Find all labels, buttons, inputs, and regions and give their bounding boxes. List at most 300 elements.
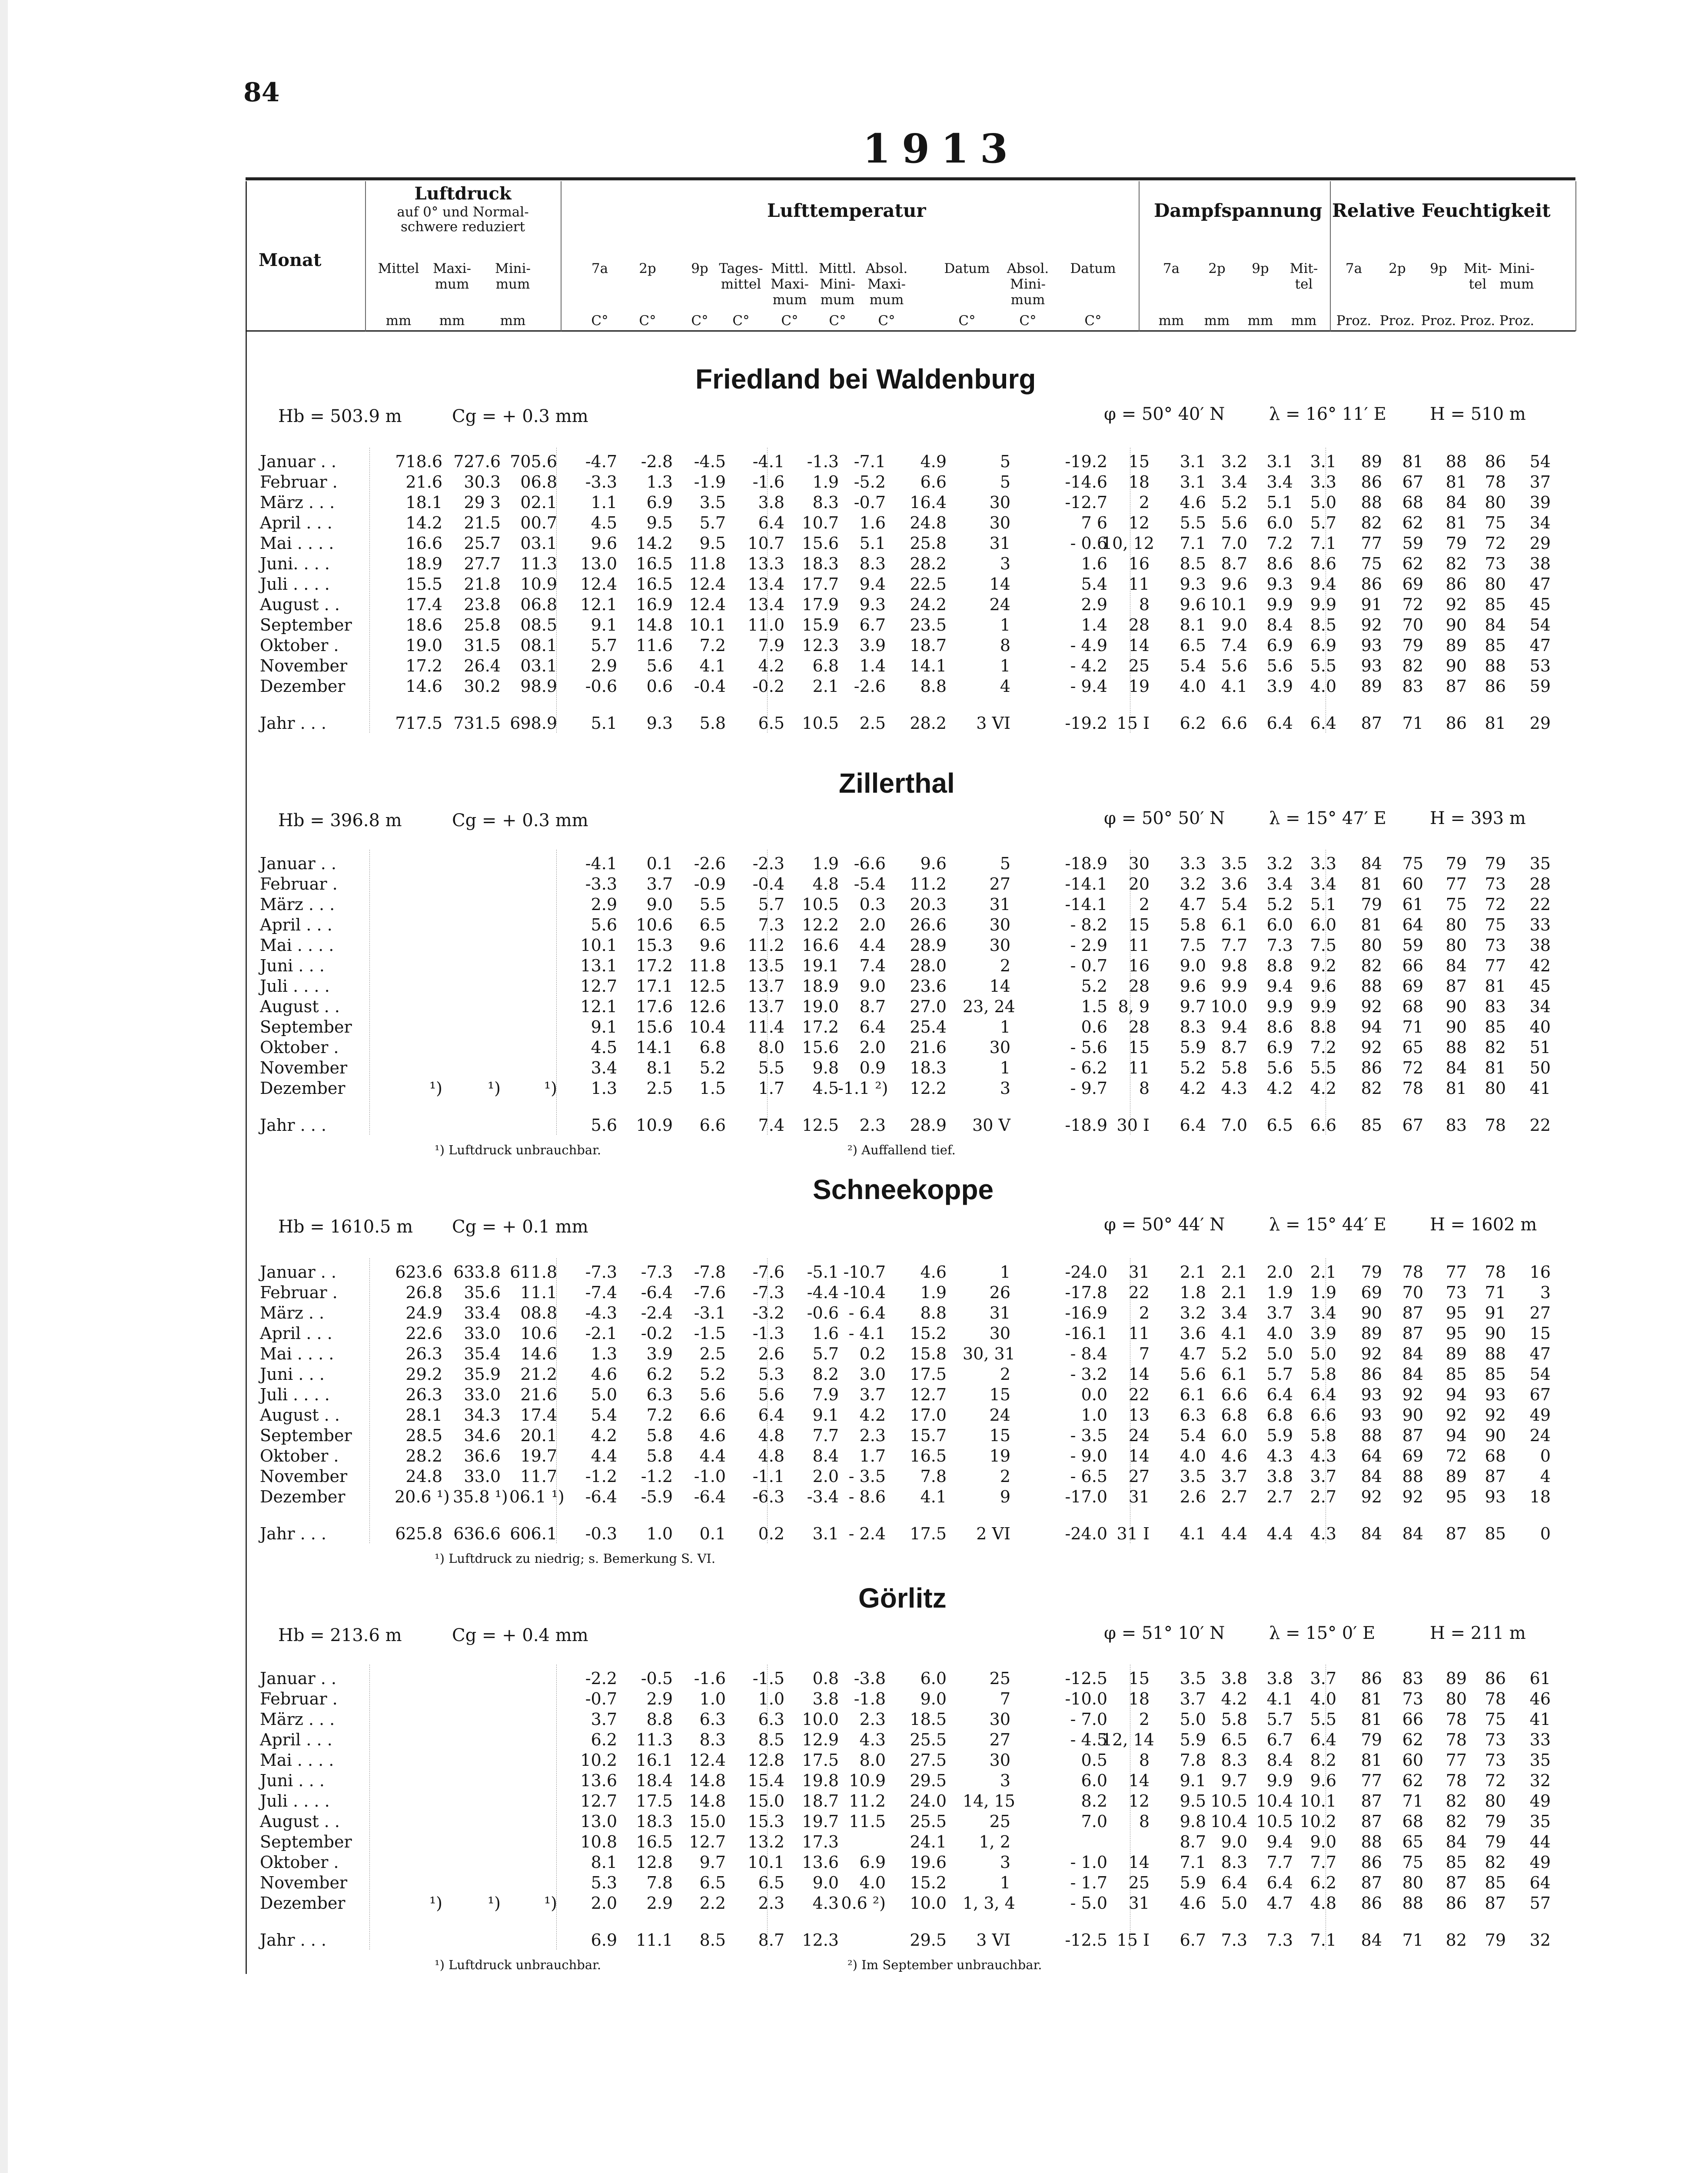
table-cell: 10.7 xyxy=(748,534,784,553)
month-label: Juni . . . xyxy=(260,1365,325,1384)
table-cell: -4.1 xyxy=(585,854,617,873)
table-cell: -10.4 xyxy=(843,1283,886,1302)
header-unit: Proz. xyxy=(1379,313,1415,329)
table-cell: 3 xyxy=(1000,1771,1010,1790)
table-cell: 3.1 xyxy=(1180,452,1206,471)
table-cell: 17.2 xyxy=(405,656,442,675)
station-cg: Cg = + 0.3 mm xyxy=(452,811,588,831)
table-cell: 3.1 xyxy=(812,1524,839,1543)
table-cell: 23, 24 xyxy=(963,997,1015,1016)
table-cell: 87 xyxy=(1485,1894,1506,1913)
header-col-luftdruck: Mittel xyxy=(378,261,419,276)
table-cell: 86 xyxy=(1361,1894,1382,1913)
table-cell: 17.6 xyxy=(636,997,673,1016)
table-cell: 33.0 xyxy=(464,1324,501,1343)
table-cell: 13.3 xyxy=(748,554,784,573)
table-cell: 13.1 xyxy=(580,956,617,975)
table-cell: 8.1 xyxy=(591,1853,617,1872)
table-cell: 15.0 xyxy=(689,1812,726,1831)
table-cell: 92 xyxy=(1445,1405,1467,1425)
station-hb: Hb = 1610.5 m xyxy=(278,1217,413,1237)
table-cell: 41 xyxy=(1529,1079,1551,1098)
table-cell: -0.6 xyxy=(807,1303,839,1322)
table-cell: 9.3 xyxy=(859,595,886,614)
table-cell: 73 xyxy=(1485,1751,1506,1770)
table-cell: 1.1 xyxy=(591,493,617,512)
table-cell: 8.6 xyxy=(1310,554,1336,573)
table-cell: 10.9 xyxy=(849,1771,886,1790)
table-cell: - 6.2 xyxy=(1070,1058,1107,1077)
table-cell: 06.8 xyxy=(520,595,557,614)
table-cell: 8.1 xyxy=(646,1058,673,1077)
table-cell: 39 xyxy=(1529,493,1551,512)
table-cell: 80 xyxy=(1445,1689,1467,1708)
table-cell: 10, 12 xyxy=(1102,534,1154,553)
table-cell: 10.5 xyxy=(1210,1791,1247,1811)
table-cell: 24.9 xyxy=(405,1303,442,1322)
table-cell: 8 xyxy=(1139,1812,1150,1831)
table-cell: 4.6 xyxy=(1221,1446,1247,1465)
table-cell: 4.7 xyxy=(1266,1894,1293,1913)
table-cell: 15 I xyxy=(1117,1930,1150,1950)
table-cell: 6.7 xyxy=(1180,1930,1206,1950)
table-cell: 67 xyxy=(1529,1385,1551,1404)
table-cell: 78 xyxy=(1485,1263,1506,1282)
table-cell: - 2.9 xyxy=(1070,936,1107,955)
table-cell: 90 xyxy=(1445,615,1467,635)
table-cell: 698.9 xyxy=(510,714,557,733)
table-cell: 10.4 xyxy=(1210,1812,1247,1831)
table-cell: 9.7 xyxy=(1180,997,1206,1016)
table-cell: 21.6 xyxy=(520,1385,557,1404)
table-cell: 80 xyxy=(1485,1079,1506,1098)
header-col-lufttemperatur: Mittl. Maxi- mum xyxy=(770,261,809,308)
table-cell: 3.3 xyxy=(1310,472,1336,492)
table-cell: 27 xyxy=(1529,1303,1551,1322)
table-cell: 78 xyxy=(1445,1730,1467,1749)
table-cell: 11.1 xyxy=(636,1930,673,1950)
table-cell: 5.2 xyxy=(1221,493,1247,512)
table-cell: 31 xyxy=(989,895,1010,914)
table-cell: 19.0 xyxy=(802,997,839,1016)
table-cell: 1.6 xyxy=(1081,554,1107,573)
table-cell: 5.1 xyxy=(859,534,886,553)
table-cell: 62 xyxy=(1402,1771,1423,1790)
table-cell: 8.8 xyxy=(1310,1017,1336,1037)
month-label: Juni. . . . xyxy=(260,554,330,573)
header-col-lufttemperatur: Datum xyxy=(944,261,990,276)
month-label: Januar . . xyxy=(260,1669,336,1688)
table-cell: 29.2 xyxy=(405,1365,442,1384)
table-cell: 15 xyxy=(989,1385,1010,1404)
table-cell: 12.6 xyxy=(689,997,726,1016)
table-cell: 88 xyxy=(1445,1038,1467,1057)
table-cell: 87 xyxy=(1361,714,1382,733)
table-cell: -1.1 ²) xyxy=(838,1079,888,1098)
table-cell: 6.6 xyxy=(1310,1116,1336,1135)
table-cell: 35.8 ¹) xyxy=(453,1487,508,1506)
table-cell: 61 xyxy=(1402,895,1423,914)
table-cell: 17.7 xyxy=(802,575,839,594)
month-label: November xyxy=(260,1058,348,1077)
table-cell: 28 xyxy=(1128,977,1150,996)
table-cell: 2 xyxy=(1139,1710,1150,1729)
table-cell: 10.9 xyxy=(520,575,557,594)
table-cell: 06.8 xyxy=(520,472,557,492)
table-cell: 71 xyxy=(1402,1930,1423,1950)
table-cell: -7.6 xyxy=(752,1263,784,1282)
table-cell: 5.9 xyxy=(1180,1730,1206,1749)
table-cell: 5 xyxy=(1000,452,1010,471)
table-cell: 90 xyxy=(1361,1303,1382,1322)
table-cell: ¹) xyxy=(487,1079,501,1098)
table-cell: 90 xyxy=(1402,1405,1423,1425)
table-cell: 75 xyxy=(1402,1853,1423,1872)
header-unit: Proz. xyxy=(1499,313,1535,329)
table-cell: 9.2 xyxy=(1310,956,1336,975)
table-cell: 5.2 xyxy=(1221,1344,1247,1363)
page-number: 84 xyxy=(243,77,280,108)
table-cell: 7.4 xyxy=(758,1116,784,1135)
table-cell: 79 xyxy=(1485,854,1506,873)
table-cell: 5.1 xyxy=(591,714,617,733)
table-cell: 1.3 xyxy=(591,1079,617,1098)
table-cell: 10.5 xyxy=(802,714,839,733)
table-cell: 92 xyxy=(1361,997,1382,1016)
table-cell: 9.9 xyxy=(1221,977,1247,996)
table-cell: -6.4 xyxy=(641,1283,673,1302)
table-cell: 23.8 xyxy=(464,595,501,614)
table-cell: 5.9 xyxy=(1266,1426,1293,1445)
table-cell: 28.1 xyxy=(405,1405,442,1425)
table-cell: 9.4 xyxy=(1266,1832,1293,1851)
station-name: Görlitz xyxy=(858,1582,947,1614)
table-cell: 92 xyxy=(1361,1344,1382,1363)
header-monat: Monat xyxy=(259,250,322,270)
table-cell: 9.5 xyxy=(646,513,673,532)
table-cell: 5.6 xyxy=(1180,1365,1206,1384)
table-cell: 2 VI xyxy=(976,1524,1010,1543)
table-cell: 14 xyxy=(1128,636,1150,655)
table-cell: -19.2 xyxy=(1065,452,1107,471)
table-cell: 28.2 xyxy=(910,714,947,733)
table-cell: 8 xyxy=(1139,1079,1150,1098)
table-cell: 16.5 xyxy=(910,1446,947,1465)
table-cell: 64 xyxy=(1402,915,1423,934)
table-cell: 18.5 xyxy=(910,1710,947,1729)
table-cell: 67 xyxy=(1402,472,1423,492)
table-cell: 5 xyxy=(1000,854,1010,873)
table-cell: 29 xyxy=(1529,534,1551,553)
table-cell: 98.9 xyxy=(520,677,557,696)
table-cell: 00.7 xyxy=(520,513,557,532)
table-cell: 19.0 xyxy=(405,636,442,655)
table-cell: -3.4 xyxy=(807,1487,839,1506)
table-cell: 4.8 xyxy=(1310,1894,1336,1913)
table-cell: 12.4 xyxy=(689,575,726,594)
table-cell: 7.5 xyxy=(1180,936,1206,955)
table-cell: 79 xyxy=(1485,1832,1506,1851)
table-cell: 12 xyxy=(1128,1791,1150,1811)
table-cell: 7.8 xyxy=(1180,1751,1206,1770)
table-cell: 86 xyxy=(1361,575,1382,594)
table-cell: 62 xyxy=(1402,513,1423,532)
table-cell: - 0.6 xyxy=(1070,534,1107,553)
year-title: 1913 xyxy=(863,125,1020,172)
table-cell: 9.1 xyxy=(812,1405,839,1425)
table-cell: 5.6 xyxy=(699,1385,726,1404)
table-cell: 87 xyxy=(1445,677,1467,696)
table-cell: 3.8 xyxy=(1266,1669,1293,1688)
table-cell: -1.3 xyxy=(807,452,839,471)
table-cell: 93 xyxy=(1361,656,1382,675)
table-cell: ¹) xyxy=(429,1079,442,1098)
table-cell: 6.4 xyxy=(758,513,784,532)
table-cell: 7.9 xyxy=(758,636,784,655)
header-lufttemperatur: Lufttemperatur xyxy=(767,200,926,221)
header-col-dampfspannung: 9p xyxy=(1252,261,1269,276)
station-lon: λ = 15° 0′ E xyxy=(1269,1623,1376,1643)
table-cell: 5.7 xyxy=(1266,1365,1293,1384)
table-cell: 12.8 xyxy=(636,1853,673,1872)
table-cell: 6.0 xyxy=(1081,1771,1107,1790)
table-cell: 12.4 xyxy=(689,595,726,614)
month-label: Juli . . . . xyxy=(260,575,330,594)
header-unit: C° xyxy=(691,313,708,329)
table-cell: 28.0 xyxy=(910,956,947,975)
table-cell: 87 xyxy=(1402,1426,1423,1445)
table-cell: 3.1 xyxy=(1180,472,1206,492)
table-cell: -0.6 xyxy=(585,677,617,696)
table-cell: 29 3 xyxy=(464,493,501,512)
table-cell: 18.7 xyxy=(910,636,947,655)
month-label: Oktober . xyxy=(260,636,339,655)
table-cell: -2.4 xyxy=(641,1303,673,1322)
table-cell: 7.2 xyxy=(646,1405,673,1425)
header-bottom-rule xyxy=(246,330,1575,332)
table-cell: 4.4 xyxy=(1266,1524,1293,1543)
table-cell: 72 xyxy=(1402,1058,1423,1077)
table-cell: 88 xyxy=(1402,1467,1423,1486)
table-cell: 17.2 xyxy=(636,956,673,975)
table-cell: 6.8 xyxy=(699,1038,726,1057)
table-cell: 4.5 xyxy=(812,1079,839,1098)
table-cell: 6.5 xyxy=(758,714,784,733)
table-cell: 10.7 xyxy=(802,513,839,532)
column-rule xyxy=(369,1258,370,1543)
table-cell: 82 xyxy=(1445,554,1467,573)
month-label: März . . xyxy=(260,1303,325,1322)
table-cell: 3.7 xyxy=(1310,1669,1336,1688)
table-cell: 4.4 xyxy=(859,936,886,955)
table-cell: 81 xyxy=(1402,452,1423,471)
table-cell: 6.2 xyxy=(646,1365,673,1384)
table-cell: 1.4 xyxy=(1081,615,1107,635)
column-rule xyxy=(556,1665,557,1950)
table-cell: 6.6 xyxy=(1310,1405,1336,1425)
header-col-lufttemperatur: 9p xyxy=(691,261,708,276)
table-cell: 2.0 xyxy=(859,915,886,934)
table-cell: 17.5 xyxy=(636,1791,673,1811)
station-height: H = 393 m xyxy=(1430,808,1526,828)
table-cell: 0.6 xyxy=(1081,1017,1107,1037)
table-cell: 10.1 xyxy=(748,1853,784,1872)
table-cell: 15.4 xyxy=(748,1771,784,1790)
table-cell: 92 xyxy=(1402,1487,1423,1506)
table-cell: 8.3 xyxy=(859,554,886,573)
table-cell: 18.6 xyxy=(405,615,442,635)
table-cell: -6.4 xyxy=(585,1487,617,1506)
table-cell: - 4.9 xyxy=(1070,636,1107,655)
table-cell: 1.9 xyxy=(812,472,839,492)
table-cell: 78 xyxy=(1485,1116,1506,1135)
table-cell: 22 xyxy=(1128,1283,1150,1302)
header-col-feuchtigkeit: Mit- tel xyxy=(1463,261,1492,292)
table-cell: 5.5 xyxy=(1310,1710,1336,1729)
table-cell: 12.2 xyxy=(802,915,839,934)
table-cell: 4.1 xyxy=(1221,677,1247,696)
table-cell: 6.4 xyxy=(1266,714,1293,733)
table-cell: 75 xyxy=(1361,554,1382,573)
table-cell: 7.0 xyxy=(1221,1116,1247,1135)
table-cell: 0 xyxy=(1540,1446,1551,1465)
table-cell: 45 xyxy=(1529,977,1551,996)
table-cell: 28 xyxy=(1128,615,1150,635)
table-cell: 6.5 xyxy=(1180,636,1206,655)
table-cell: 3.4 xyxy=(1266,472,1293,492)
table-cell: 0.6 ²) xyxy=(841,1894,886,1913)
table-cell: 5.6 xyxy=(646,656,673,675)
table-cell: 17.5 xyxy=(802,1751,839,1770)
table-cell: 33.0 xyxy=(464,1385,501,1404)
table-cell: -1.6 xyxy=(752,472,784,492)
table-cell: 2.3 xyxy=(758,1894,784,1913)
table-cell: 8.7 xyxy=(1180,1832,1206,1851)
table-cell: 9.9 xyxy=(1266,1771,1293,1790)
table-cell: 86 xyxy=(1361,1058,1382,1077)
month-label: November xyxy=(260,1873,348,1892)
table-cell: 16.5 xyxy=(636,554,673,573)
table-cell: - 9.0 xyxy=(1070,1446,1107,1465)
table-cell: 27 xyxy=(1128,1467,1150,1486)
table-cell: 5.6 xyxy=(758,1385,784,1404)
table-cell: 4.1 xyxy=(1180,1524,1206,1543)
table-cell: 9.8 xyxy=(1180,1812,1206,1831)
table-cell: 34.6 xyxy=(464,1426,501,1445)
table-cell: 93 xyxy=(1361,1385,1382,1404)
table-cell: 88 xyxy=(1485,656,1506,675)
station-hb: Hb = 396.8 m xyxy=(278,811,402,831)
table-cell: 11.2 xyxy=(910,874,947,894)
table-cell: 15 xyxy=(1128,1038,1150,1057)
station-name: Friedland bei Waldenburg xyxy=(695,363,1036,395)
table-cell: 49 xyxy=(1529,1853,1551,1872)
table-cell: 4.2 xyxy=(591,1426,617,1445)
table-cell: 1.0 xyxy=(758,1689,784,1708)
table-cell: 82 xyxy=(1445,1791,1467,1811)
table-cell: 1.5 xyxy=(699,1079,726,1098)
table-cell: 87 xyxy=(1485,1467,1506,1486)
table-cell: 4.8 xyxy=(758,1446,784,1465)
table-cell: 8.6 xyxy=(1266,1017,1293,1037)
month-label: Juni . . . xyxy=(260,1771,325,1790)
table-cell: 11.8 xyxy=(689,554,726,573)
table-cell: 34.3 xyxy=(464,1405,501,1425)
table-cell: 4.9 xyxy=(920,452,947,471)
table-cell: 5.6 xyxy=(591,1116,617,1135)
table-cell: 89 xyxy=(1361,677,1382,696)
table-cell: 4.0 xyxy=(1310,1689,1336,1708)
table-cell: 9.6 xyxy=(699,936,726,955)
table-cell: 16.5 xyxy=(636,575,673,594)
table-cell: 4.3 xyxy=(859,1730,886,1749)
table-cell: 94 xyxy=(1445,1426,1467,1445)
table-cell: 10.1 xyxy=(580,936,617,955)
table-cell: 94 xyxy=(1361,1017,1382,1037)
station-name: Schneekoppe xyxy=(813,1174,994,1205)
table-cell: 77 xyxy=(1445,1751,1467,1770)
table-cell: 2 xyxy=(1139,895,1150,914)
header-col-feuchtigkeit: Mini- mum xyxy=(1499,261,1535,292)
table-cell: 9.0 xyxy=(1221,615,1247,635)
table-cell: 1.7 xyxy=(758,1079,784,1098)
table-cell: 28.2 xyxy=(405,1446,442,1465)
table-cell: 7.4 xyxy=(859,956,886,975)
header-grid-line xyxy=(1330,181,1331,331)
table-cell: 0.1 xyxy=(646,854,673,873)
table-cell: 16.6 xyxy=(802,936,839,955)
table-cell: 8.5 xyxy=(699,1930,726,1950)
table-cell: 9.3 xyxy=(1266,575,1293,594)
table-cell: 1.3 xyxy=(646,472,673,492)
table-cell: 24 xyxy=(989,1405,1010,1425)
table-cell: -16.9 xyxy=(1065,1303,1107,1322)
table-cell: - 4.1 xyxy=(848,1324,886,1343)
table-cell: 85 xyxy=(1485,1365,1506,1384)
table-cell: 4.6 xyxy=(1180,1894,1206,1913)
table-cell: 38 xyxy=(1529,554,1551,573)
table-cell: 11.7 xyxy=(520,1467,557,1486)
table-cell: -7.3 xyxy=(585,1263,617,1282)
table-cell: 87 xyxy=(1445,977,1467,996)
table-cell: 90 xyxy=(1445,1017,1467,1037)
table-cell: 79 xyxy=(1361,1730,1382,1749)
table-cell: 88 xyxy=(1485,1344,1506,1363)
table-cell: 64 xyxy=(1361,1446,1382,1465)
table-cell: 2.9 xyxy=(591,895,617,914)
table-cell: 18.9 xyxy=(405,554,442,573)
table-cell: 40 xyxy=(1529,1017,1551,1037)
table-cell: 35.4 xyxy=(464,1344,501,1363)
month-label: Mai . . . . xyxy=(260,534,334,553)
table-cell: -6.4 xyxy=(694,1487,726,1506)
table-cell: 84 xyxy=(1402,1365,1423,1384)
table-cell: 26.8 xyxy=(405,1283,442,1302)
table-cell: 32 xyxy=(1529,1771,1551,1790)
station-lat: φ = 50° 50′ N xyxy=(1104,808,1225,828)
table-cell: 7.4 xyxy=(1221,636,1247,655)
table-cell: 81 xyxy=(1361,1751,1382,1770)
table-cell: 5.5 xyxy=(1310,656,1336,675)
table-cell: -5.4 xyxy=(854,874,886,894)
table-cell: 8, 9 xyxy=(1118,997,1150,1016)
table-cell: 12.9 xyxy=(802,1730,839,1749)
table-cell: 29.5 xyxy=(910,1930,947,1950)
table-cell: 3.3 xyxy=(1310,854,1336,873)
table-cell: 2.1 xyxy=(1221,1263,1247,1282)
table-cell: 4.2 xyxy=(1221,1689,1247,1708)
table-cell: 25 xyxy=(1128,656,1150,675)
